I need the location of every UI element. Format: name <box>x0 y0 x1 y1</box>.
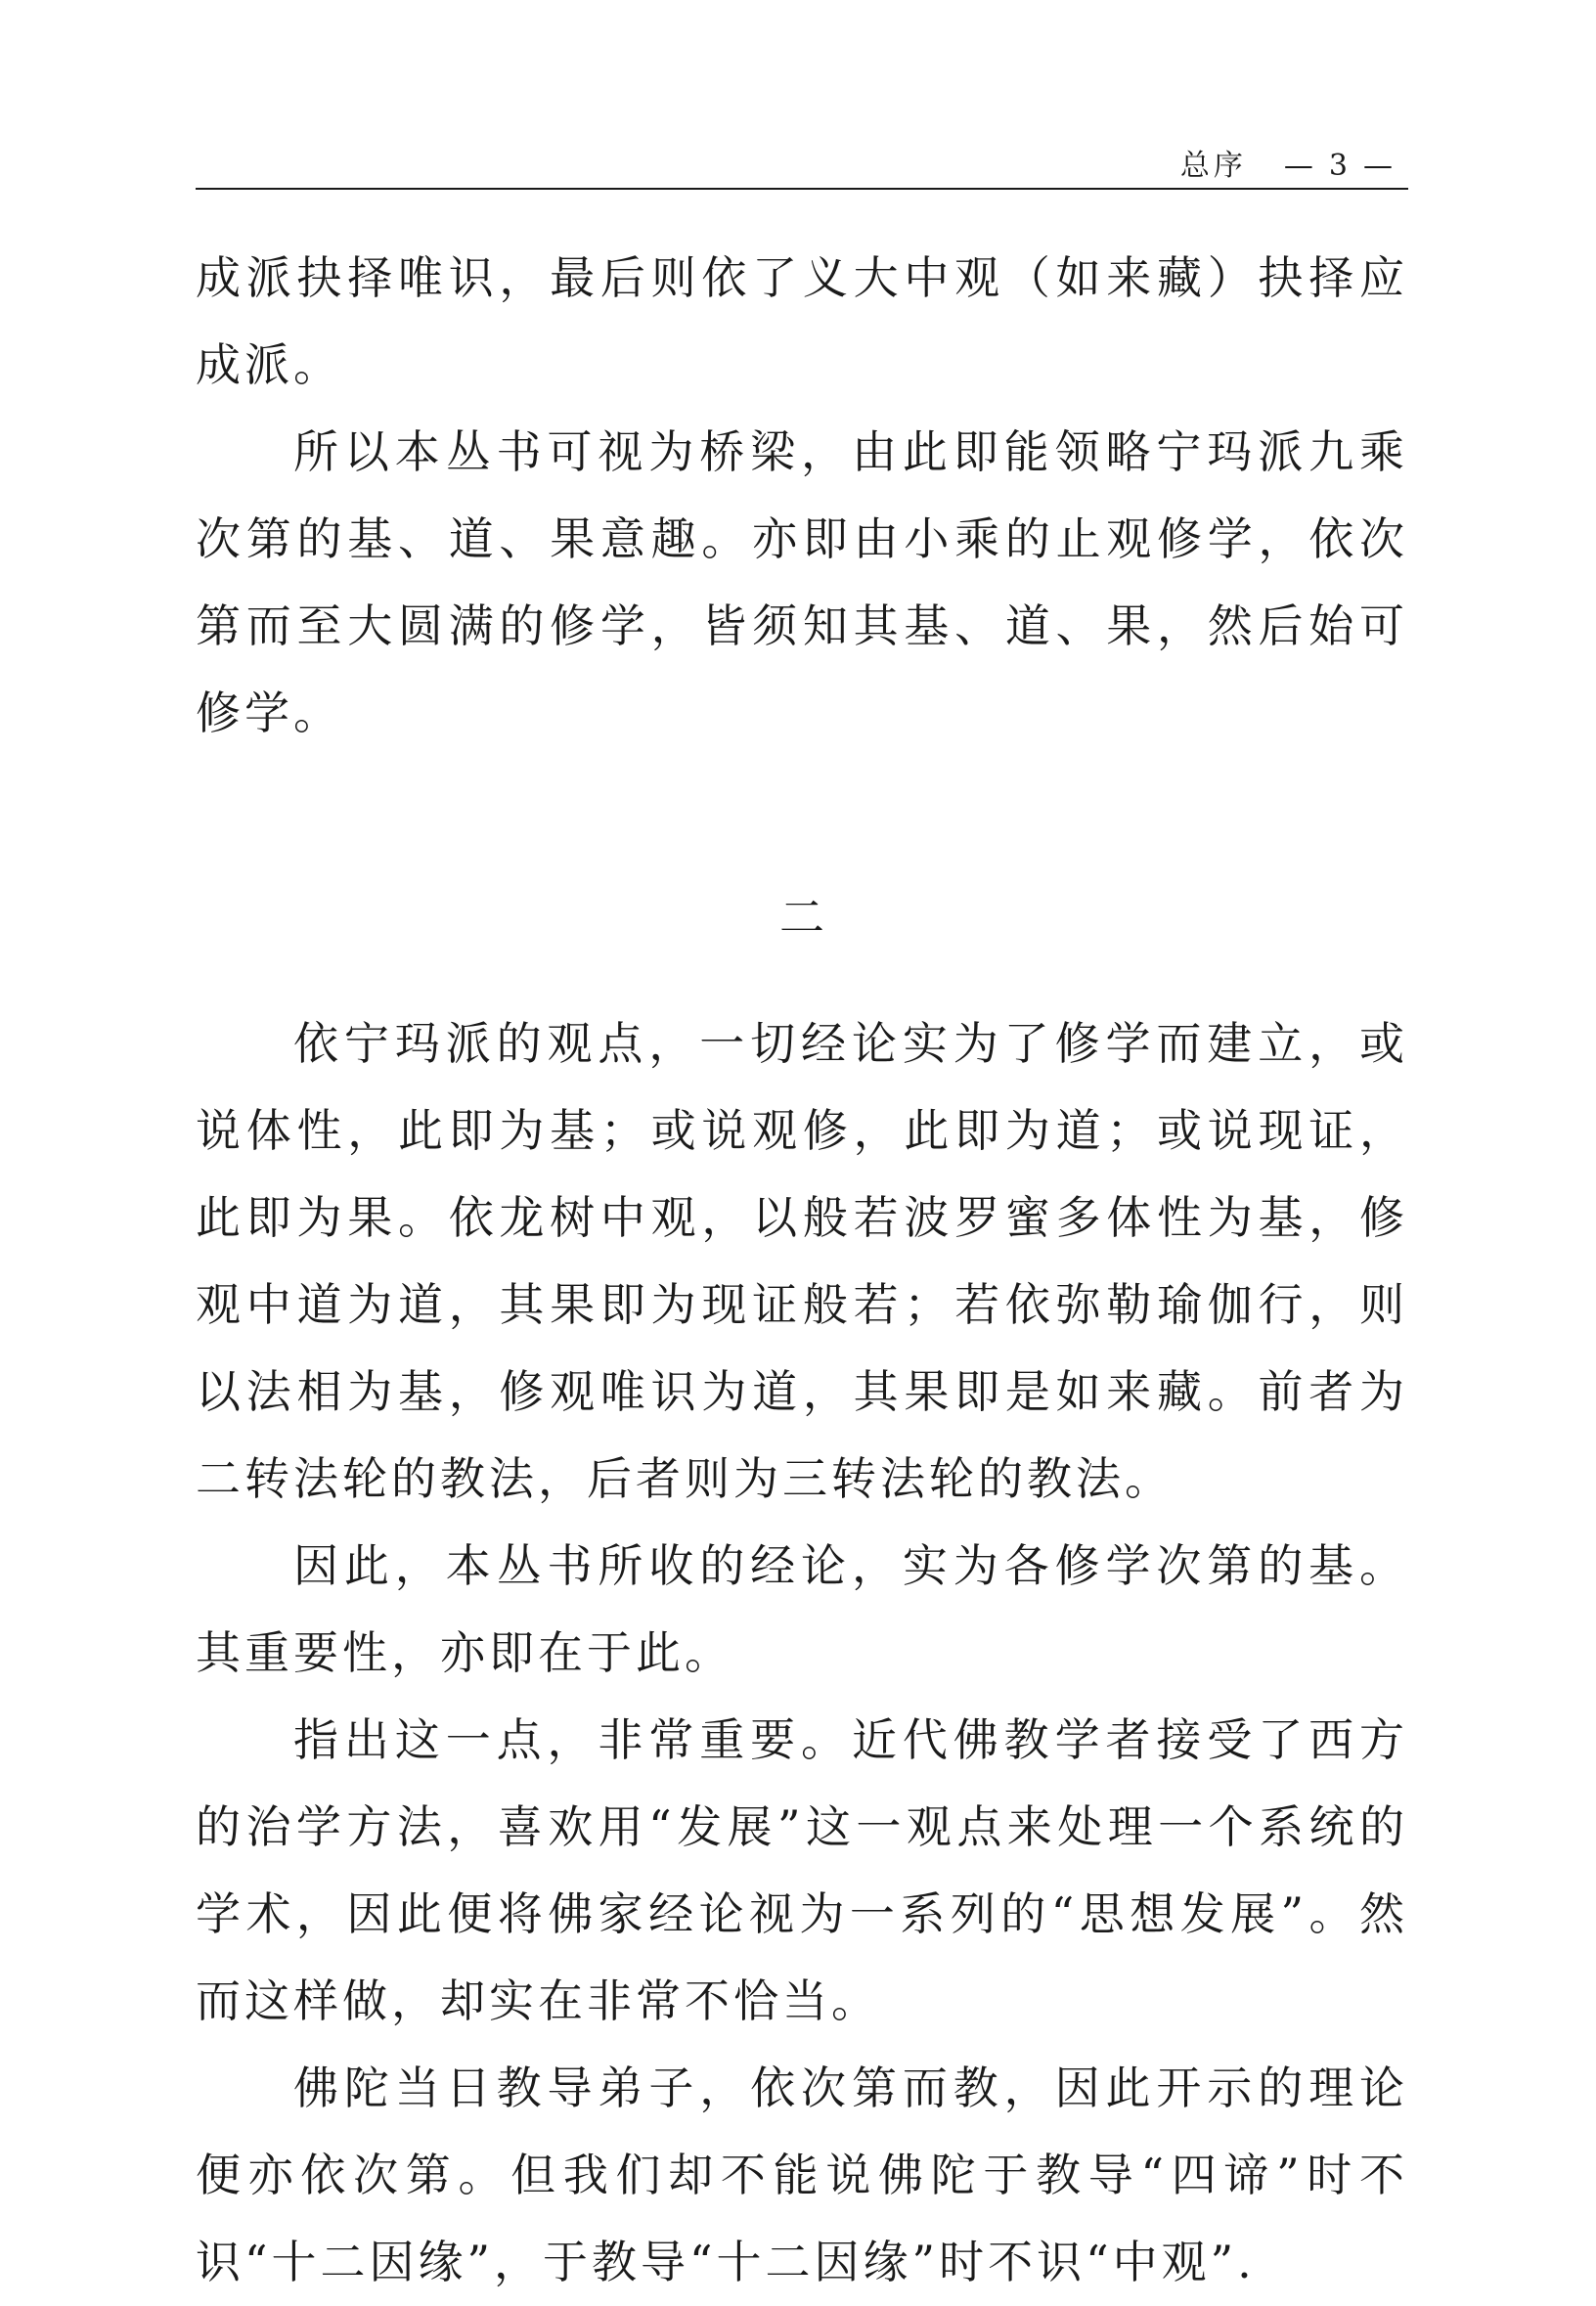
paragraph-western-method: 指出这一点，非常重要。近代佛教学者接受了西方的治学方法，喜欢用“发展”这一观点来处理一个系统的学术，因此便将佛家经论视为一系列的“思想发展”。然而这样做，却实在非常不恰当。 <box>196 1713 1408 2027</box>
page-number: 3 <box>1328 149 1348 183</box>
paragraph-importance: 因此，本丛书所收的经论，实为各修学次第的基。其重要性，亦即在于此。 <box>196 1539 1408 1679</box>
paragraph-continuation: 成派抉择唯识，最后则依了义大中观（如来藏）抉择应成派。 <box>196 251 1408 391</box>
page-number-dash-left: — <box>1283 149 1313 183</box>
running-header <box>196 145 1408 190</box>
paragraph-bridge: 所以本丛书可视为桥梁，由此即能领略宁玛派九乘次第的基、道、果意趣。亦即由小乘的止观修学，依次第而至大圆满的修学，皆须知其基、道、果，然后始可修学。 <box>196 425 1408 739</box>
paragraph-nyingma-view: 依宁玛派的观点，一切经论实为了修学而建立，或说体性，此即为基；或说观修，此即为道；或说现证，此即为果。依龙树中观，以般若波罗蜜多体性为基，修观中道为道，其果即为现证般若；若依弥勒瑜伽行，则以法相为基，修观唯识为道，其果即是如来藏。前者为二转法轮的教法，后者则为三转法轮的教法。 <box>196 1017 1408 1505</box>
section-title: 总序 <box>1179 149 1247 183</box>
paragraph-buddha-teaching: 佛陀当日教导弟子，依次第而教，因此开示的理论便亦依次第。但我们却不能说佛陀于教导“四谛”时不识“十二因缘”，于教导“十二因缘”时不识“中观”. <box>196 2062 1408 2288</box>
section-heading: 二 <box>779 891 824 944</box>
page-number-dash-right: — <box>1363 149 1393 183</box>
body-text <box>196 235 1408 2306</box>
